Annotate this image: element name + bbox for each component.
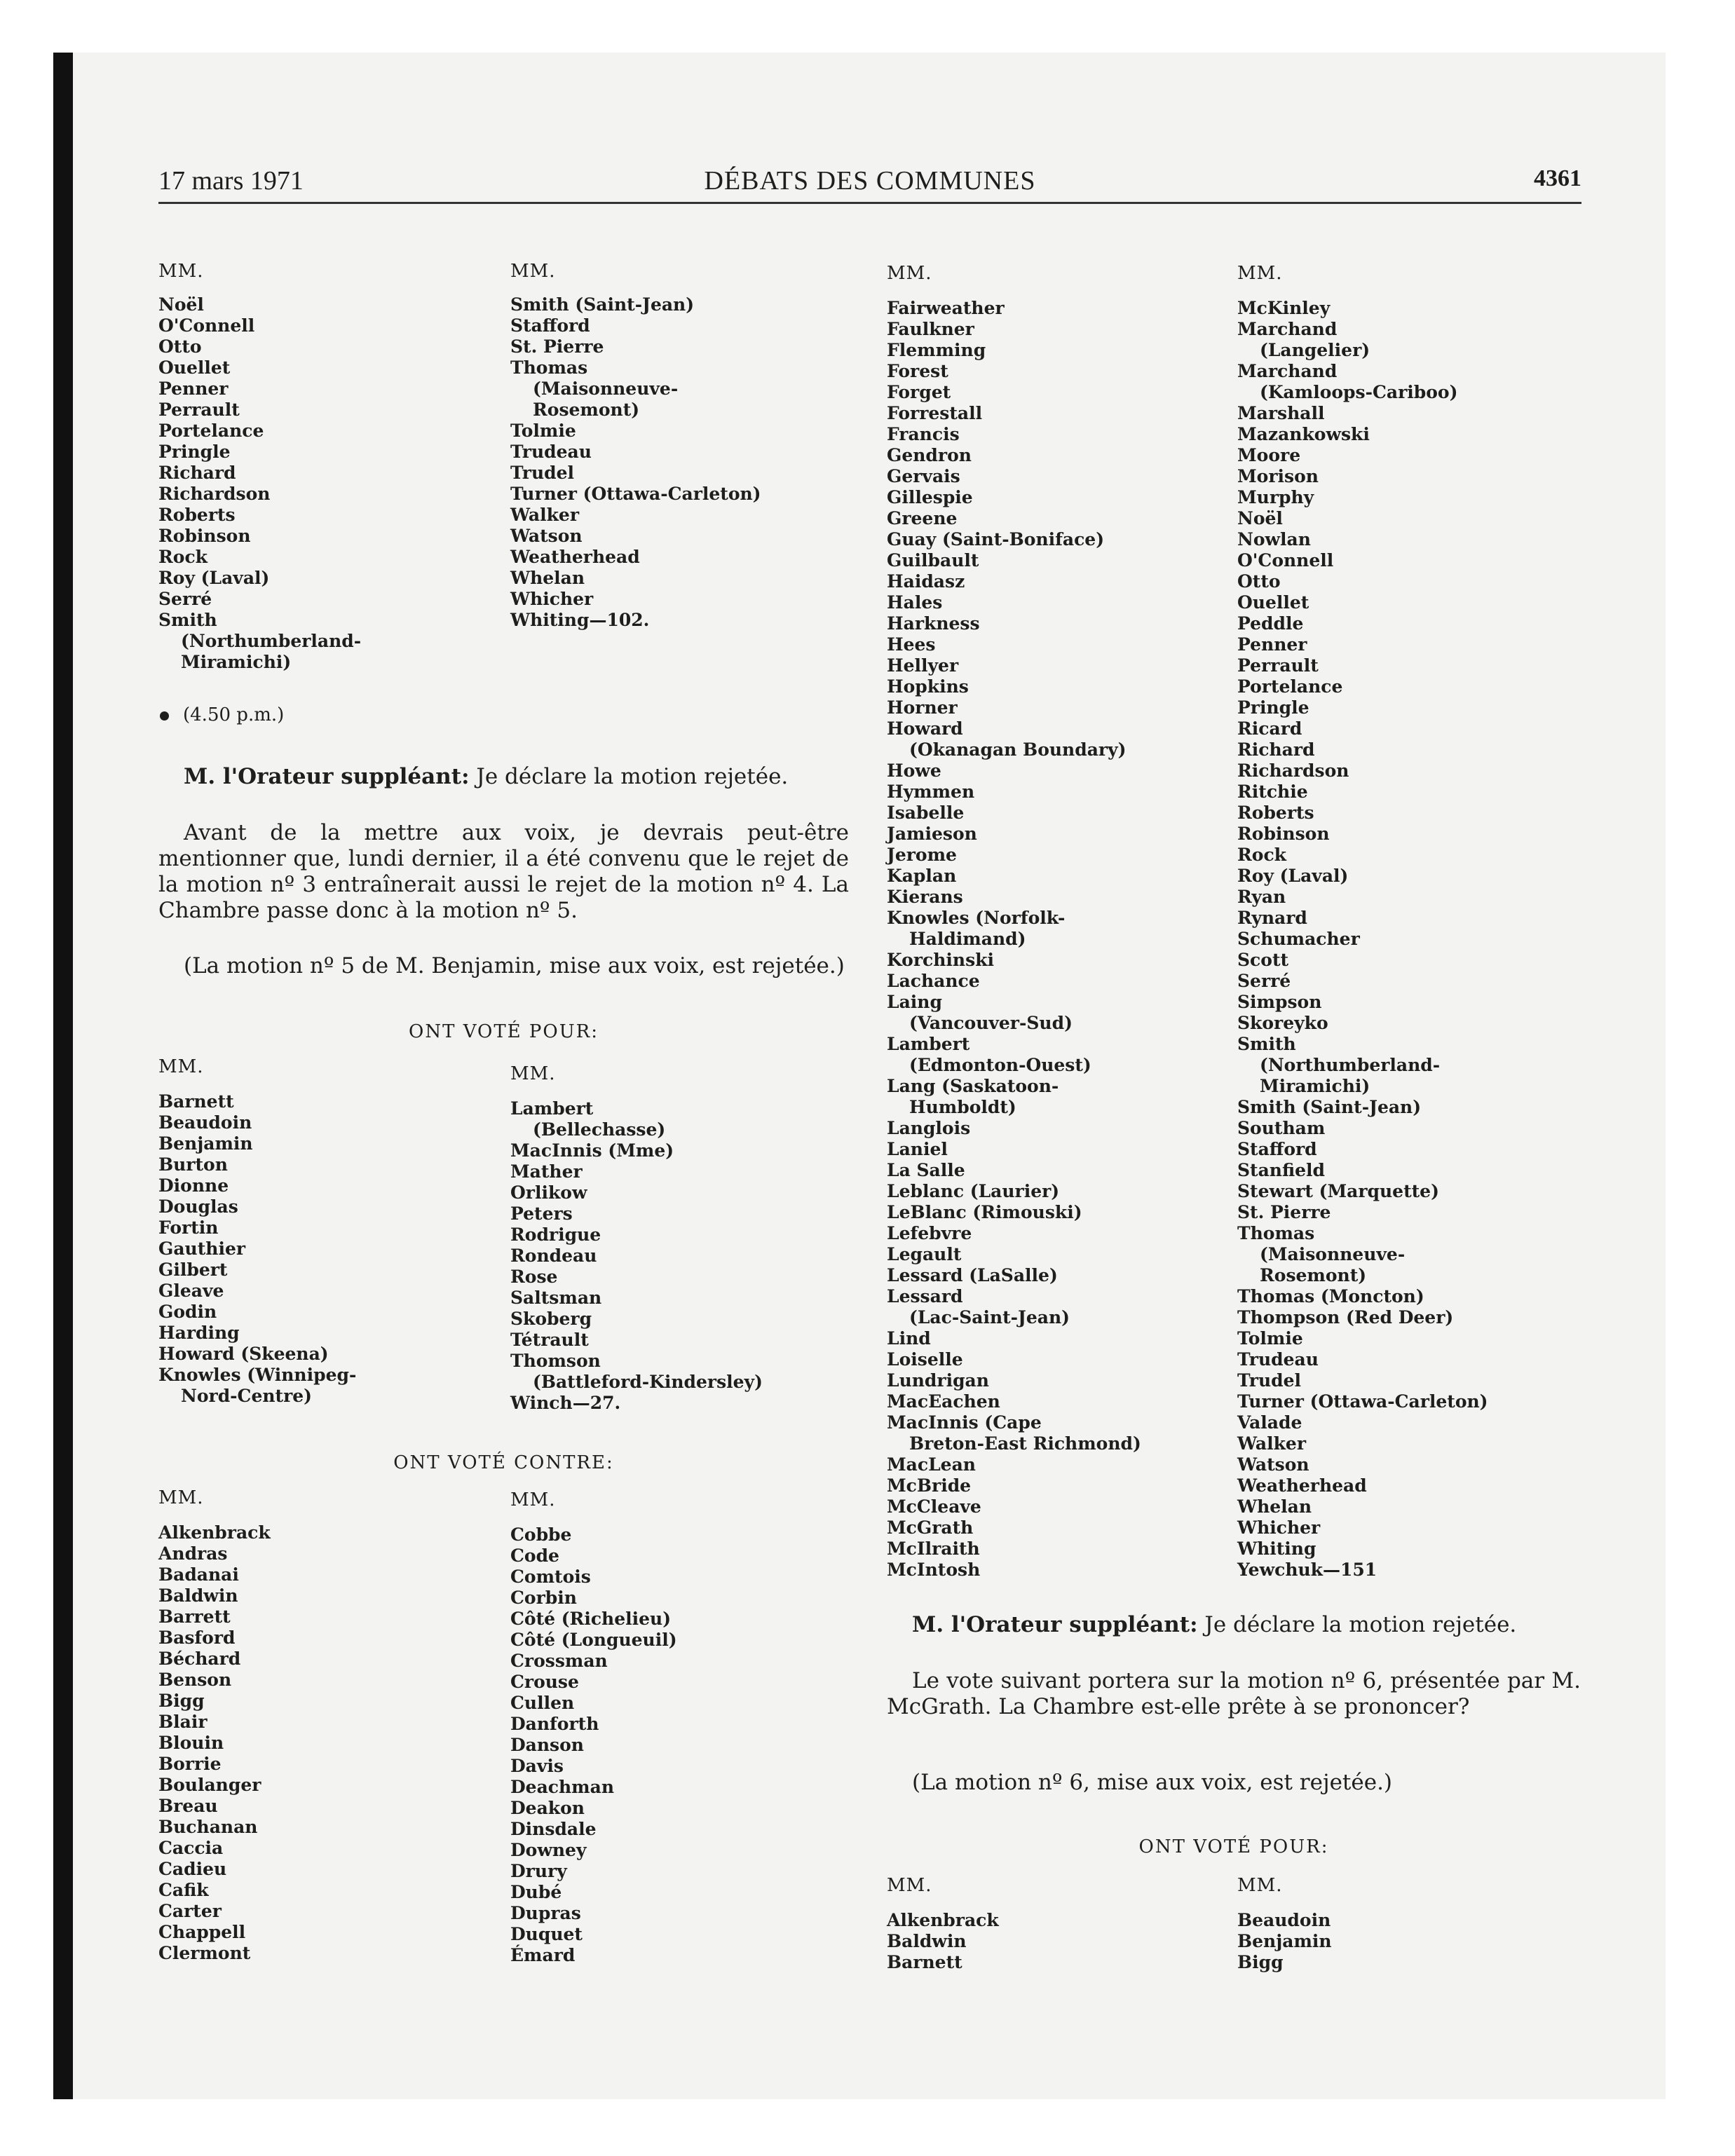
member-name: Benson [158,1670,232,1690]
mm-label: MM. [510,1489,556,1510]
speaker-name: M. l'Orateur suppléant: [912,1612,1198,1637]
member-name: Côté (Richelieu) [510,1609,672,1629]
member-name: Gillespie [887,487,973,507]
member-name: (Langelier) [1260,340,1370,360]
member-name: Jamieson [887,824,977,844]
member-name: Buchanan [158,1817,258,1837]
member-name: Harding [158,1323,240,1343]
member-name: Rosemont) [1260,1265,1367,1285]
member-name: Beaudoin [1237,1910,1331,1930]
member-name: Corbin [510,1588,577,1608]
member-name: Douglas [158,1196,238,1217]
member-name: O'Connell [158,315,255,336]
member-name: St. Pierre [510,336,604,357]
member-name: Hymmen [887,782,975,802]
member-name: Lessard (LaSalle) [887,1265,1058,1285]
member-name: Cadieu [158,1859,227,1879]
paragraph: Le vote suivant portera sur la motion nº 6, présentée par M. McGrath. La Chambre est-elle prête à se prononcer? [887,1668,1581,1719]
member-name: Portelance [158,421,264,441]
member-name: (Battleford-Kindersley) [533,1372,763,1392]
header-title: DÉBATS DES COMMUNES [704,166,1036,196]
member-name: Forrestall [887,403,983,423]
member-name: Crouse [510,1672,579,1692]
member-name: Turner (Ottawa-Carleton) [1237,1391,1488,1412]
member-name: Fairweather [887,298,1005,318]
member-name: Marchand [1237,319,1338,339]
member-name: Dubé [510,1882,562,1902]
member-name: Crossman [510,1651,608,1671]
member-name: MacLean [887,1454,976,1475]
speaker-statement [887,1612,1581,1638]
header-date: 17 mars 1971 [158,166,304,196]
member-name: (Northumberland- [1260,1055,1441,1075]
member-name: Émard [510,1945,576,1965]
member-name: Southam [1237,1118,1326,1138]
member-name: Noël [1237,508,1283,528]
member-name: Downey [510,1840,587,1860]
member-name: Roberts [1237,803,1314,823]
member-name: Smith [1237,1034,1296,1054]
mm-label: MM. [887,263,932,284]
member-name: Tétrault [510,1330,589,1350]
member-name: Whicher [510,589,594,609]
member-name: Thomas [510,357,588,378]
member-name: Knowles (Norfolk- [887,908,1066,928]
paragraph: (La motion nº 5 de M. Benjamin, mise aux voix, est rejetée.) [184,953,845,978]
time-stamp-text: (4.50 p.m.) [183,704,285,725]
name-list [510,1524,677,1966]
name-list [1237,1910,1332,1973]
member-name: Weatherhead [510,547,640,567]
name-list [510,1098,763,1414]
member-name: Tolmie [1237,1328,1303,1349]
paragraph: Avant de la mettre aux voix, je devrais peut-être mentionner que, lundi dernier, il a été convenu que le rejet de la motion nº 3 entraînerait aussi le rejet de la motion nº 4. La Chambre passe donc à la motion nº 5. [158,820,849,923]
member-name: Bigg [1237,1952,1284,1972]
member-name: Skoreyko [1237,1013,1328,1033]
member-name: Beaudoin [158,1112,252,1133]
mm-label: MM. [158,261,204,282]
member-name: Humboldt) [909,1097,1016,1117]
member-name: Watson [510,526,583,546]
member-name: Hellyer [887,655,959,676]
member-name: Hees [887,634,936,655]
member-name: Robinson [158,526,251,546]
name-list [1237,298,1488,1581]
member-name: (Bellechasse) [533,1119,666,1140]
mm-label: MM. [887,1875,932,1896]
member-name: Howe [887,760,941,781]
member-name: Ricard [1237,718,1302,739]
member-name: Francis [887,424,960,444]
member-name: Peddle [1237,613,1304,634]
member-name: Burton [158,1154,228,1175]
member-name: MacInnis (Mme) [510,1140,674,1161]
member-name: Laing [887,992,942,1012]
member-name: Leblanc (Laurier) [887,1181,1060,1201]
time-stamp [160,704,284,725]
member-name: Weatherhead [1237,1475,1367,1496]
member-name: Kaplan [887,866,957,886]
member-name: Whelan [1237,1496,1312,1517]
member-name: Thompson (Red Deer) [1237,1307,1454,1328]
name-list [158,1091,356,1407]
member-name: Lambert [887,1034,970,1054]
member-name: Badanai [158,1564,239,1585]
member-name: O'Connell [1237,550,1334,571]
member-name: Lachance [887,971,980,991]
member-name: McGrath [887,1517,974,1538]
mm-label: MM. [510,1063,556,1084]
member-name: Béchard [158,1649,241,1669]
member-name: Greene [887,508,958,528]
member-name: Walker [1237,1433,1306,1454]
mm-label: MM. [158,1056,204,1077]
member-name: Serré [1237,971,1291,991]
member-name: Laniel [887,1139,948,1159]
member-name: Trudel [510,463,575,483]
scan-edge-bar [53,53,73,2099]
member-name: Baldwin [158,1585,238,1606]
member-name: Yewchuk—151 [1237,1560,1377,1580]
name-list [158,294,361,673]
member-name: Lang (Saskatoon- [887,1076,1059,1096]
member-name: Chappell [158,1922,246,1942]
member-name: (Maisonneuve- [1260,1244,1406,1264]
name-list [887,298,1141,1581]
member-name: Miramichi) [181,652,292,672]
member-name: Howard [887,718,963,739]
member-name: Danforth [510,1714,599,1734]
member-name: Smith (Saint-Jean) [1237,1097,1422,1117]
bullet-icon [160,711,169,721]
member-name: Perrault [158,400,240,420]
member-name: Pringle [1237,697,1309,718]
member-name: Roy (Laval) [158,568,270,588]
member-name: Dupras [510,1903,581,1923]
member-name: Walker [510,505,579,525]
member-name: Smith (Saint-Jean) [510,294,695,315]
vote-heading: ONT VOTÉ POUR: [409,1021,599,1042]
member-name: Cullen [510,1693,575,1713]
member-name: Rynard [1237,908,1307,928]
member-name: Rodrigue [510,1224,601,1245]
member-name: Barnett [158,1091,234,1112]
member-name: Lind [887,1328,931,1349]
member-name: Nord-Centre) [181,1386,312,1406]
member-name: Scott [1237,950,1289,970]
paragraph: (La motion nº 6, mise aux voix, est rejetée.) [912,1770,1393,1795]
member-name: Forest [887,361,948,381]
member-name: (Maisonneuve- [533,378,679,399]
member-name: Turner (Ottawa-Carleton) [510,484,761,504]
member-name: Smith [158,610,217,630]
member-name: Caccia [158,1838,224,1858]
member-name: Murphy [1237,487,1314,507]
speaker-statement [158,764,849,790]
member-name: Danson [510,1735,584,1755]
member-name: Rondeau [510,1246,597,1266]
member-name: Borrie [158,1754,222,1774]
member-name: Haldimand) [909,929,1026,949]
member-name: Penner [158,378,229,399]
member-name: Deachman [510,1777,615,1797]
member-name: Godin [158,1302,217,1322]
member-name: Stewart (Marquette) [1237,1181,1439,1201]
member-name: Alkenbrack [158,1522,271,1543]
member-name: McCleave [887,1496,981,1517]
mm-label: MM. [1237,263,1283,284]
member-name: Cobbe [510,1524,572,1545]
member-name: Fortin [158,1217,219,1238]
member-name: St. Pierre [1237,1202,1331,1222]
member-name: Moore [1237,445,1301,465]
member-name: (Edmonton-Ouest) [909,1055,1091,1075]
member-name: Jerome [887,845,957,865]
name-list [510,294,761,631]
member-name: Breton-East Richmond) [909,1433,1141,1454]
speaker-text: Je déclare la motion rejetée. [1204,1612,1517,1637]
member-name: (Vancouver-Sud) [909,1013,1073,1033]
member-name: Trudeau [1237,1349,1319,1370]
member-name: Flemming [887,340,986,360]
member-name: Tolmie [510,421,576,441]
member-name: Thomson [510,1351,601,1371]
member-name: Thomas [1237,1223,1315,1243]
member-name: Knowles (Winnipeg- [158,1365,357,1385]
member-name: Forget [887,382,951,402]
member-name: Gauthier [158,1239,246,1259]
member-name: MacInnis (Cape [887,1412,1042,1433]
member-name: Richard [158,463,236,483]
member-name: Whiting—102. [510,610,650,630]
member-name: (Northumberland- [181,631,362,651]
member-name: Penner [1237,634,1307,655]
member-name: Ouellet [1237,592,1309,613]
member-name: McIntosh [887,1560,981,1580]
member-name: Richardson [1237,760,1349,781]
member-name: La Salle [887,1160,965,1180]
mm-label: MM. [158,1487,204,1508]
scan-margin [0,0,1735,53]
member-name: Bigg [158,1691,205,1711]
member-name: Lambert [510,1098,594,1119]
member-name: Simpson [1237,992,1322,1012]
member-name: Valade [1237,1412,1302,1433]
member-name: Haidasz [887,571,965,592]
member-name: Benjamin [1237,1931,1332,1951]
member-name: Deakon [510,1798,585,1818]
member-name: Lefebvre [887,1223,972,1243]
member-name: Langlois [887,1118,971,1138]
member-name: Marshall [1237,403,1325,423]
member-name: Gilbert [158,1260,228,1280]
member-name: Guay (Saint-Boniface) [887,529,1105,550]
member-name: Otto [1237,571,1281,592]
member-name: Winch—27. [510,1393,621,1413]
mm-label: MM. [510,261,556,282]
member-name: Hales [887,592,943,613]
member-name: Loiselle [887,1349,963,1370]
member-name: Ryan [1237,887,1286,907]
member-name: Nowlan [1237,529,1311,550]
member-name: Ouellet [158,357,231,378]
member-name: Blair [158,1712,207,1732]
member-name: Rosemont) [533,400,640,420]
speaker-text: Je déclare la motion rejetée. [476,764,789,789]
member-name: Barrett [158,1606,231,1627]
member-name: Otto [158,336,202,357]
member-name: Côté (Longueuil) [510,1630,677,1650]
member-name: Boulanger [158,1775,261,1795]
member-name: Morison [1237,466,1319,486]
member-name: Code [510,1546,559,1566]
member-name: Watson [1237,1454,1309,1475]
member-name: Lessard [887,1286,963,1306]
member-name: Isabelle [887,803,965,823]
member-name: Lundrigan [887,1370,989,1391]
member-name: Whicher [1237,1517,1321,1538]
speaker-name: M. l'Orateur suppléant: [184,764,470,789]
member-name: Kierans [887,887,963,907]
member-name: Clermont [158,1943,251,1963]
member-name: Pringle [158,442,231,462]
member-name: Rock [1237,845,1286,865]
member-name: Stafford [510,315,590,336]
member-name: Cafik [158,1880,209,1900]
page-header [158,160,1581,204]
name-list [158,1522,271,1964]
member-name: Alkenbrack [887,1910,999,1930]
vote-heading: ONT VOTÉ CONTRE: [393,1452,614,1473]
member-name: Guilbault [887,550,979,571]
member-name: Carter [158,1901,222,1921]
member-name: Roy (Laval) [1237,866,1349,886]
member-name: McKinley [1237,298,1331,318]
member-name: Gleave [158,1281,224,1301]
member-name: Thomas (Moncton) [1237,1286,1424,1306]
member-name: Horner [887,697,958,718]
member-name: Serré [158,589,212,609]
member-name: Rock [158,547,207,567]
vote-heading: ONT VOTÉ POUR: [1138,1836,1329,1857]
member-name: McBride [887,1475,972,1496]
member-name: Gendron [887,445,972,465]
member-name: Mazankowski [1237,424,1370,444]
member-name: (Okanagan Boundary) [909,739,1127,760]
member-name: Basford [158,1628,236,1648]
mm-label: MM. [1237,1875,1283,1896]
member-name: (Kamloops-Cariboo) [1260,382,1458,402]
member-name: Stanfield [1237,1160,1326,1180]
member-name: Andras [158,1543,228,1564]
member-name: Benjamin [158,1133,253,1154]
member-name: Faulkner [887,319,974,339]
member-name: Schumacher [1237,929,1360,949]
member-name: Barnett [887,1952,962,1972]
member-name: Drury [510,1861,567,1881]
member-name: Orlikow [510,1182,587,1203]
member-name: Whelan [510,568,585,588]
member-name: Robinson [1237,824,1330,844]
member-name: Legault [887,1244,962,1264]
member-name: Whiting [1237,1538,1316,1559]
member-name: Saltsman [510,1288,602,1308]
member-name: Breau [158,1796,218,1816]
member-name: LeBlanc (Rimouski) [887,1202,1082,1222]
member-name: Richard [1237,739,1315,760]
member-name: Davis [510,1756,564,1776]
member-name: Dinsdale [510,1819,597,1839]
member-name: Marchand [1237,361,1338,381]
member-name: Roberts [158,505,236,525]
member-name: MacEachen [887,1391,1000,1412]
member-name: Noël [158,294,204,315]
member-name: Korchinski [887,950,994,970]
member-name: McIlraith [887,1538,980,1559]
member-name: Comtois [510,1567,591,1587]
member-name: Ritchie [1237,782,1308,802]
member-name: Blouin [158,1733,224,1753]
member-name: Howard (Skeena) [158,1344,329,1364]
member-name: Trudeau [510,442,592,462]
member-name: Duquet [510,1924,583,1944]
member-name: Mather [510,1161,583,1182]
member-name: Richardson [158,484,271,504]
member-name: Baldwin [887,1931,967,1951]
member-name: Harkness [887,613,980,634]
header-page-number: 4361 [1534,165,1581,191]
member-name: Trudel [1237,1370,1302,1391]
name-list [887,1910,999,1973]
member-name: Hopkins [887,676,969,697]
member-name: (Lac-Saint-Jean) [909,1307,1070,1328]
member-name: Portelance [1237,676,1343,697]
member-name: Gervais [887,466,960,486]
member-name: Miramichi) [1260,1076,1370,1096]
member-name: Rose [510,1267,558,1287]
member-name: Dionne [158,1175,229,1196]
member-name: Skoberg [510,1309,592,1329]
member-name: Peters [510,1203,573,1224]
member-name: Stafford [1237,1139,1317,1159]
member-name: Perrault [1237,655,1319,676]
